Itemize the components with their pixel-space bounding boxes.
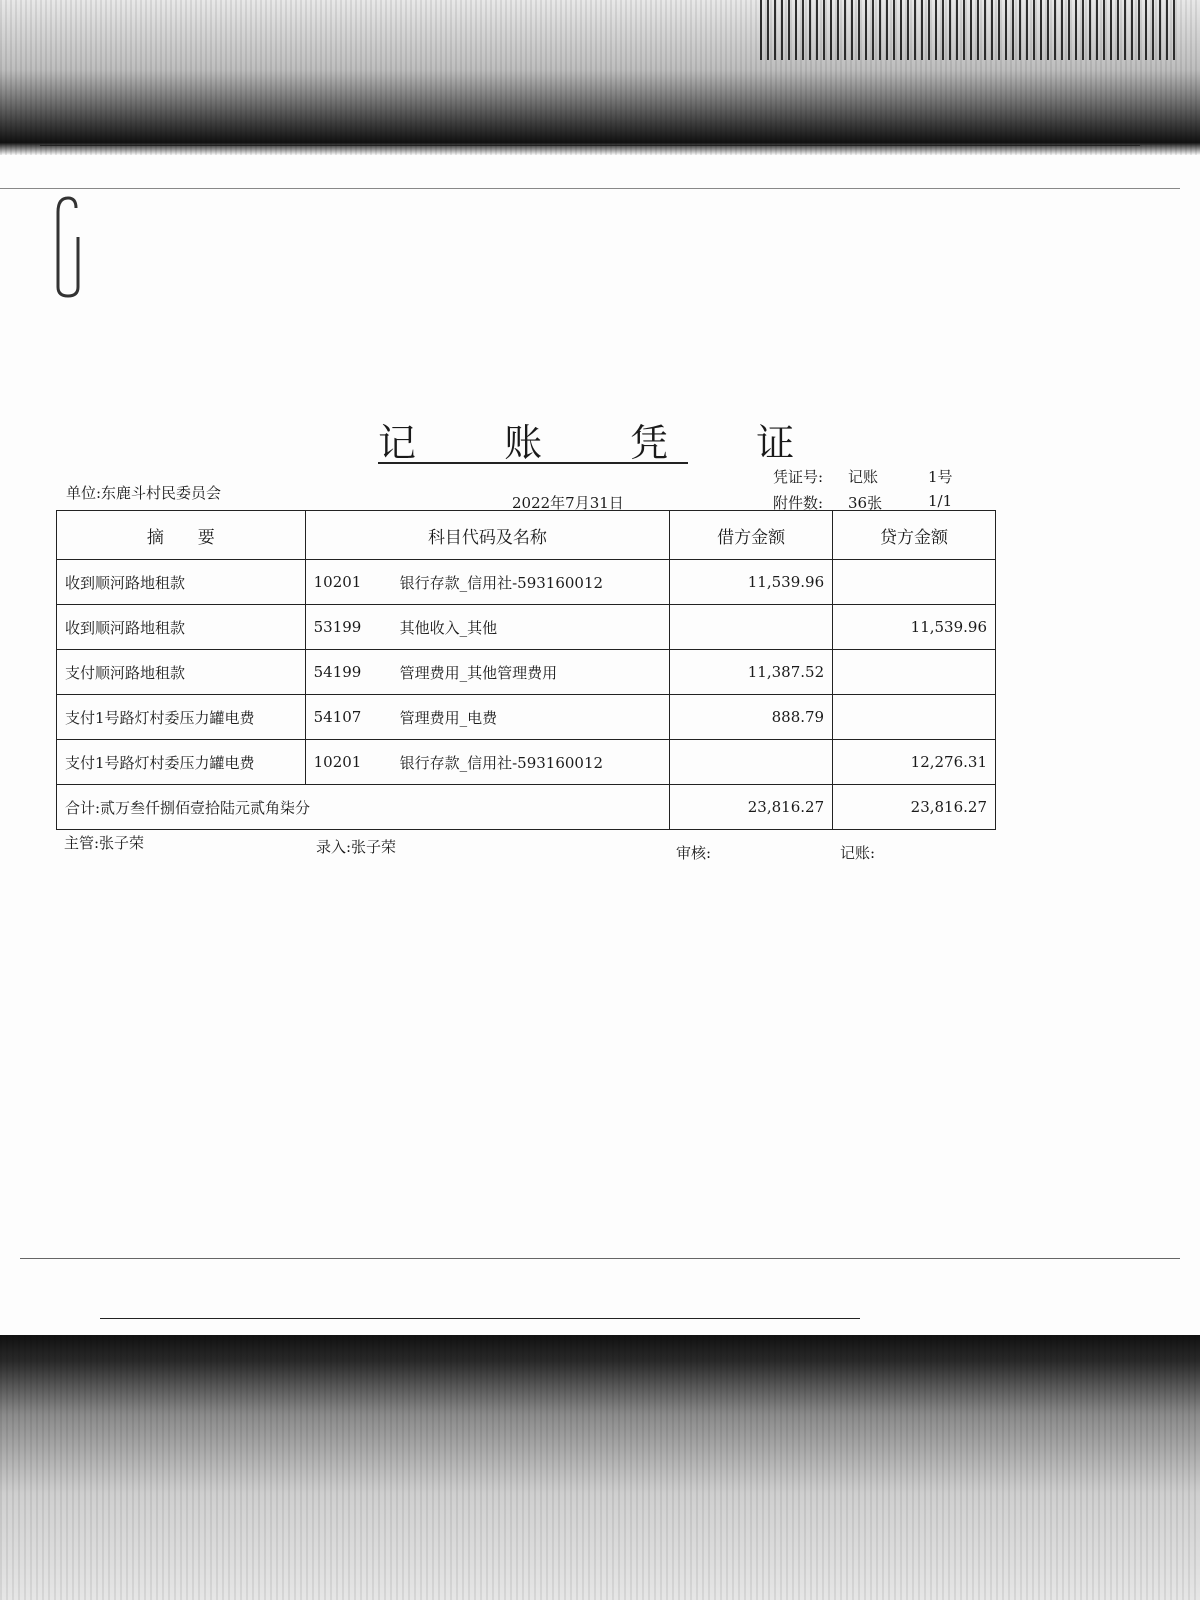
paperclip-icon [50, 192, 92, 302]
scan-noise-bottom [0, 1335, 1200, 1600]
total-debit: 23,816.27 [670, 785, 833, 830]
scan-line [0, 188, 1180, 189]
row-code: 54199 [305, 650, 391, 695]
row-account-name: 管理费用_其他管理费用 [392, 650, 670, 695]
table-header-row [57, 511, 996, 560]
row-debit: 11,539.96 [670, 560, 833, 605]
scan-line [100, 1318, 860, 1319]
row-summary: 收到顺河路地租款 [57, 560, 306, 605]
row-credit: 12,276.31 [833, 740, 996, 785]
voucher-no-label: 凭证号: [773, 468, 824, 486]
row-summary: 支付1号路灯村委压力罐电费 [57, 740, 306, 785]
row-debit: 888.79 [670, 695, 833, 740]
voucher-table [56, 510, 996, 830]
row-debit [670, 605, 833, 650]
row-code: 10201 [305, 560, 391, 605]
bookkeeper-label: 记账: [840, 844, 876, 862]
table-row [57, 560, 996, 605]
row-debit [670, 740, 833, 785]
voucher-date: 2022年7月31日 [512, 494, 624, 512]
scan-line [20, 1258, 1180, 1259]
row-code: 10201 [305, 740, 391, 785]
attachments-count: 36张 [848, 494, 883, 512]
row-credit [833, 560, 996, 605]
row-code: 54107 [305, 695, 391, 740]
row-credit: 11,539.96 [833, 605, 996, 650]
row-account-name: 银行存款_信用社-593160012 [392, 740, 670, 785]
unit-label: 单位:东鹿斗村民委员会 [66, 484, 222, 502]
header-summary: 摘 要 [57, 511, 306, 560]
scan-line [40, 145, 1140, 146]
total-label: 合计:贰万叁仟捌佰壹拾陆元贰角柒分 [57, 785, 670, 830]
table-row [57, 605, 996, 650]
total-credit: 23,816.27 [833, 785, 996, 830]
row-account-name: 其他收入_其他 [392, 605, 670, 650]
supervisor-label: 主管:张子荣 [64, 834, 145, 852]
table-row [57, 695, 996, 740]
table-row [57, 740, 996, 785]
row-account-name: 银行存款_信用社-593160012 [392, 560, 670, 605]
row-summary: 支付1号路灯村委压力罐电费 [57, 695, 306, 740]
row-summary: 支付顺河路地租款 [57, 650, 306, 695]
voucher-no: 1号 [928, 468, 953, 486]
review-label: 审核: [676, 844, 712, 862]
table-row [57, 650, 996, 695]
row-credit [833, 650, 996, 695]
row-debit: 11,387.52 [670, 650, 833, 695]
page-number: 1/1 [928, 492, 953, 510]
entry-label: 录入:张子荣 [316, 838, 397, 856]
scan-noise-bars [760, 0, 1180, 60]
row-summary: 收到顺河路地租款 [57, 605, 306, 650]
header-debit: 借方金额 [670, 511, 833, 560]
header-credit: 贷方金额 [833, 511, 996, 560]
attachments-label: 附件数: [773, 494, 824, 512]
header-account: 科目代码及名称 [305, 511, 670, 560]
voucher-title: 记 账 凭 证 [378, 412, 688, 464]
row-credit [833, 695, 996, 740]
row-code: 53199 [305, 605, 391, 650]
total-row [57, 785, 996, 830]
voucher-no-type: 记账 [848, 468, 879, 486]
row-account-name: 管理费用_电费 [392, 695, 670, 740]
